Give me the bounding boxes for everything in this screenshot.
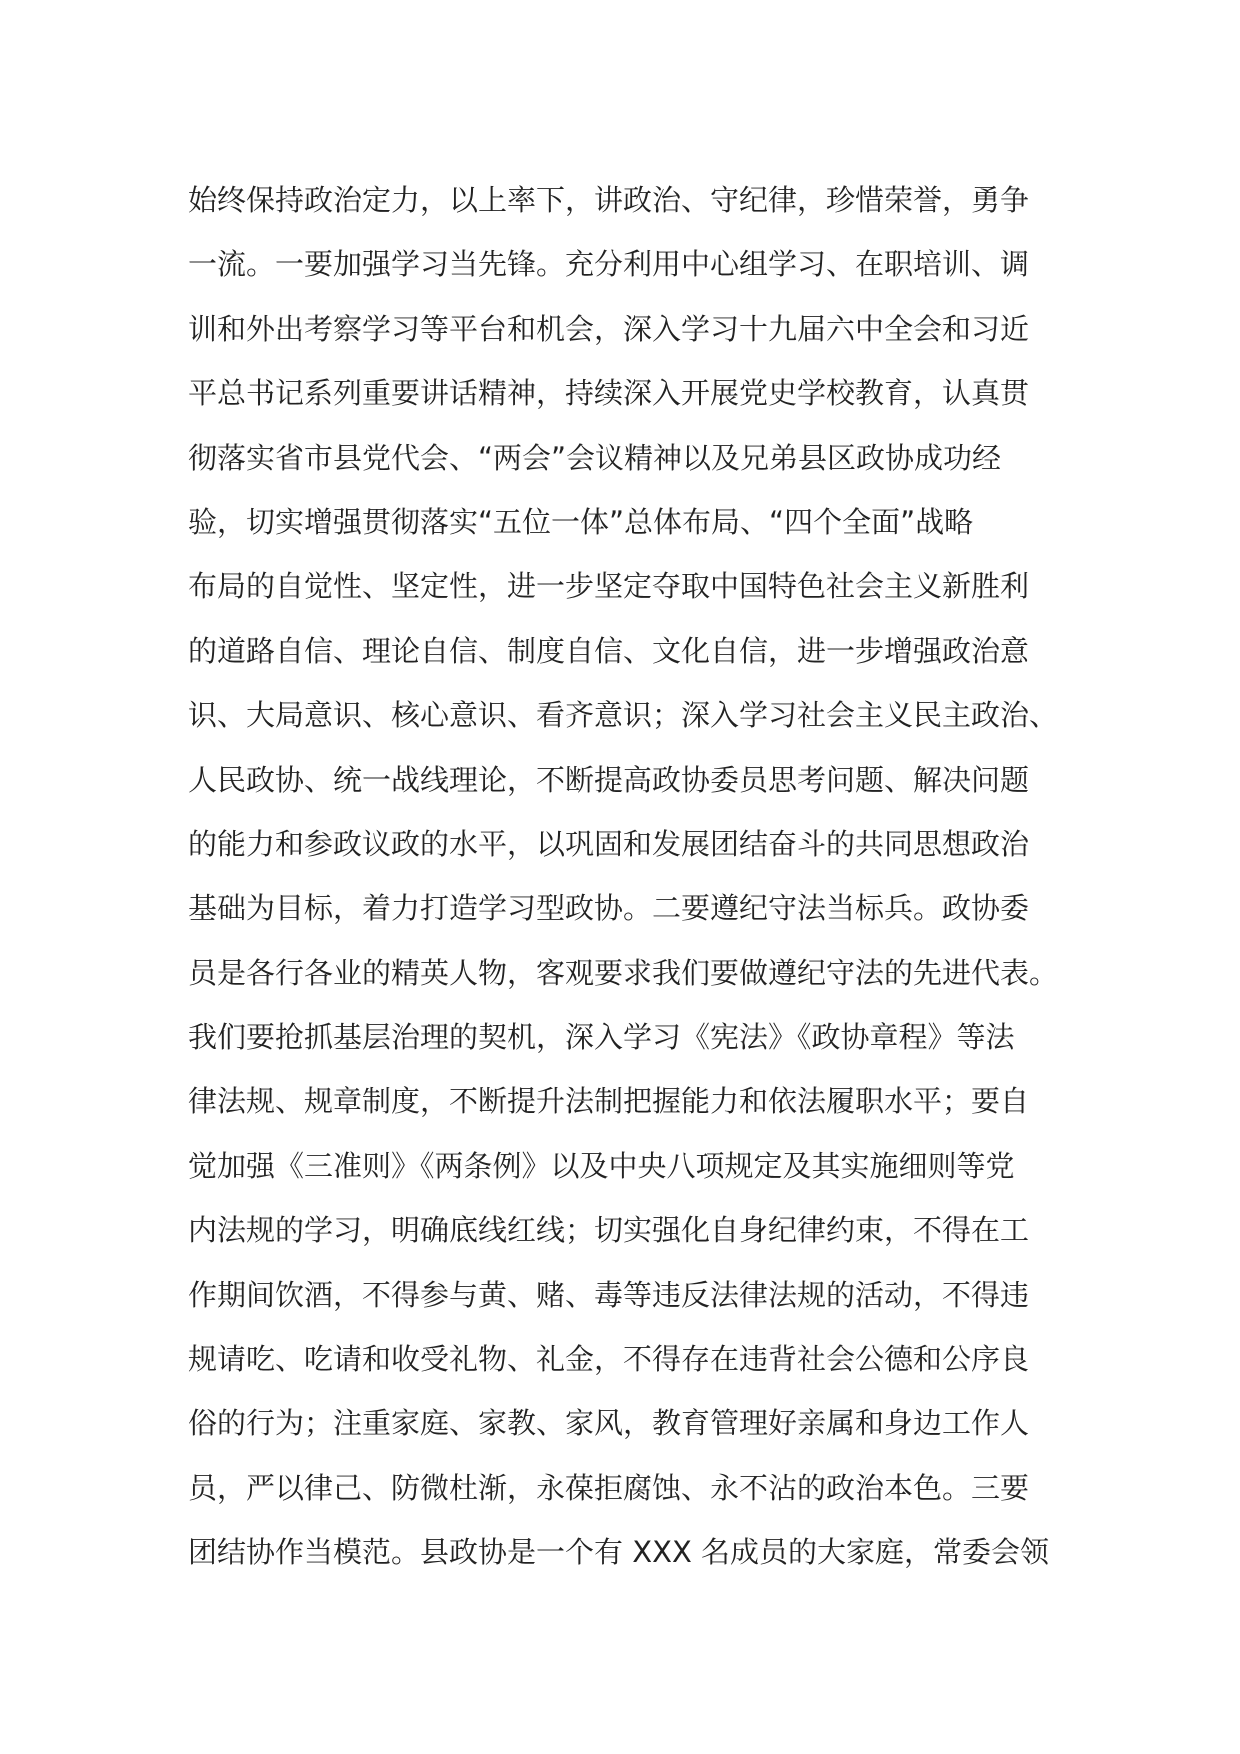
text-line: 彻落实省市县党代会、“两会”会议精神以及兄弟县区政协成功经 [188,440,1002,475]
text-line: 律法规、规章制度，不断提升法制把握能力和依法履职水平；要自 [188,1084,1030,1119]
text-line: 俗的行为；注重家庭、家教、家风，教育管理好亲属和身边工作人 [188,1406,1030,1441]
text-line: 觉加强《三准则》《两条例》以及中央八项规定及其实施细则等党 [188,1148,1015,1183]
body-paragraph [188,168,1068,1585]
text-line: 员，严以律己、防微杜渐，永葆拒腐蚀、永不沾的政治本色。三要 [188,1470,1030,1505]
text-line: 内法规的学习，明确底线红线；切实强化自身纪律约束，不得在工 [188,1213,1030,1248]
text-line: 我们要抢抓基层治理的契机，深入学习《宪法》《政协章程》等法 [188,1020,1015,1055]
text-line: 员是各行各业的精英人物，客观要求我们要做遵纪守法的先进代表。 [188,955,1059,990]
text-line: 训和外出考察学习等平台和机会，深入学习十九届六中全会和习近 [188,311,1030,346]
text-line: 布局的自觉性、坚定性，进一步坚定夺取中国特色社会主义新胜利 [188,569,1030,604]
text-line: 识、大局意识、核心意识、看齐意识；深入学习社会主义民主政治、 [188,698,1059,733]
text-line: 验，切实增强贯彻落实“五位一体”总体布局、“四个全面”战略 [188,504,974,539]
text-line: 基础为目标，着力打造学习型政协。二要遵纪守法当标兵。政协委 [188,891,1030,926]
text-line: 始终保持政治定力，以上率下，讲政治、守纪律，珍惜荣誉，勇争 [188,183,1030,217]
text-line: 人民政协、统一战线理论，不断提高政协委员思考问题、解决问题 [188,762,1030,797]
text-line: 的道路自信、理论自信、制度自信、文化自信，进一步增强政治意 [188,633,1030,668]
text-line: 一流。一要加强学习当先锋。充分利用中心组学习、在职培训、调 [188,247,1030,282]
text-line: 的能力和参政议政的水平，以巩固和发展团结奋斗的共同思想政治 [188,826,1030,861]
text-line: 作期间饮酒，不得参与黄、赌、毒等违反法律法规的活动，不得违 [188,1277,1030,1312]
text-line: 团结协作当模范。县政协是一个有 XXX 名成员的大家庭，常委会领 [188,1535,1050,1570]
text-line: 平总书记系列重要讲话精神，持续深入开展党史学校教育，认真贯 [188,376,1030,411]
text-line: 规请吃、吃请和收受礼物、礼金，不得存在违背社会公德和公序良 [188,1342,1030,1377]
